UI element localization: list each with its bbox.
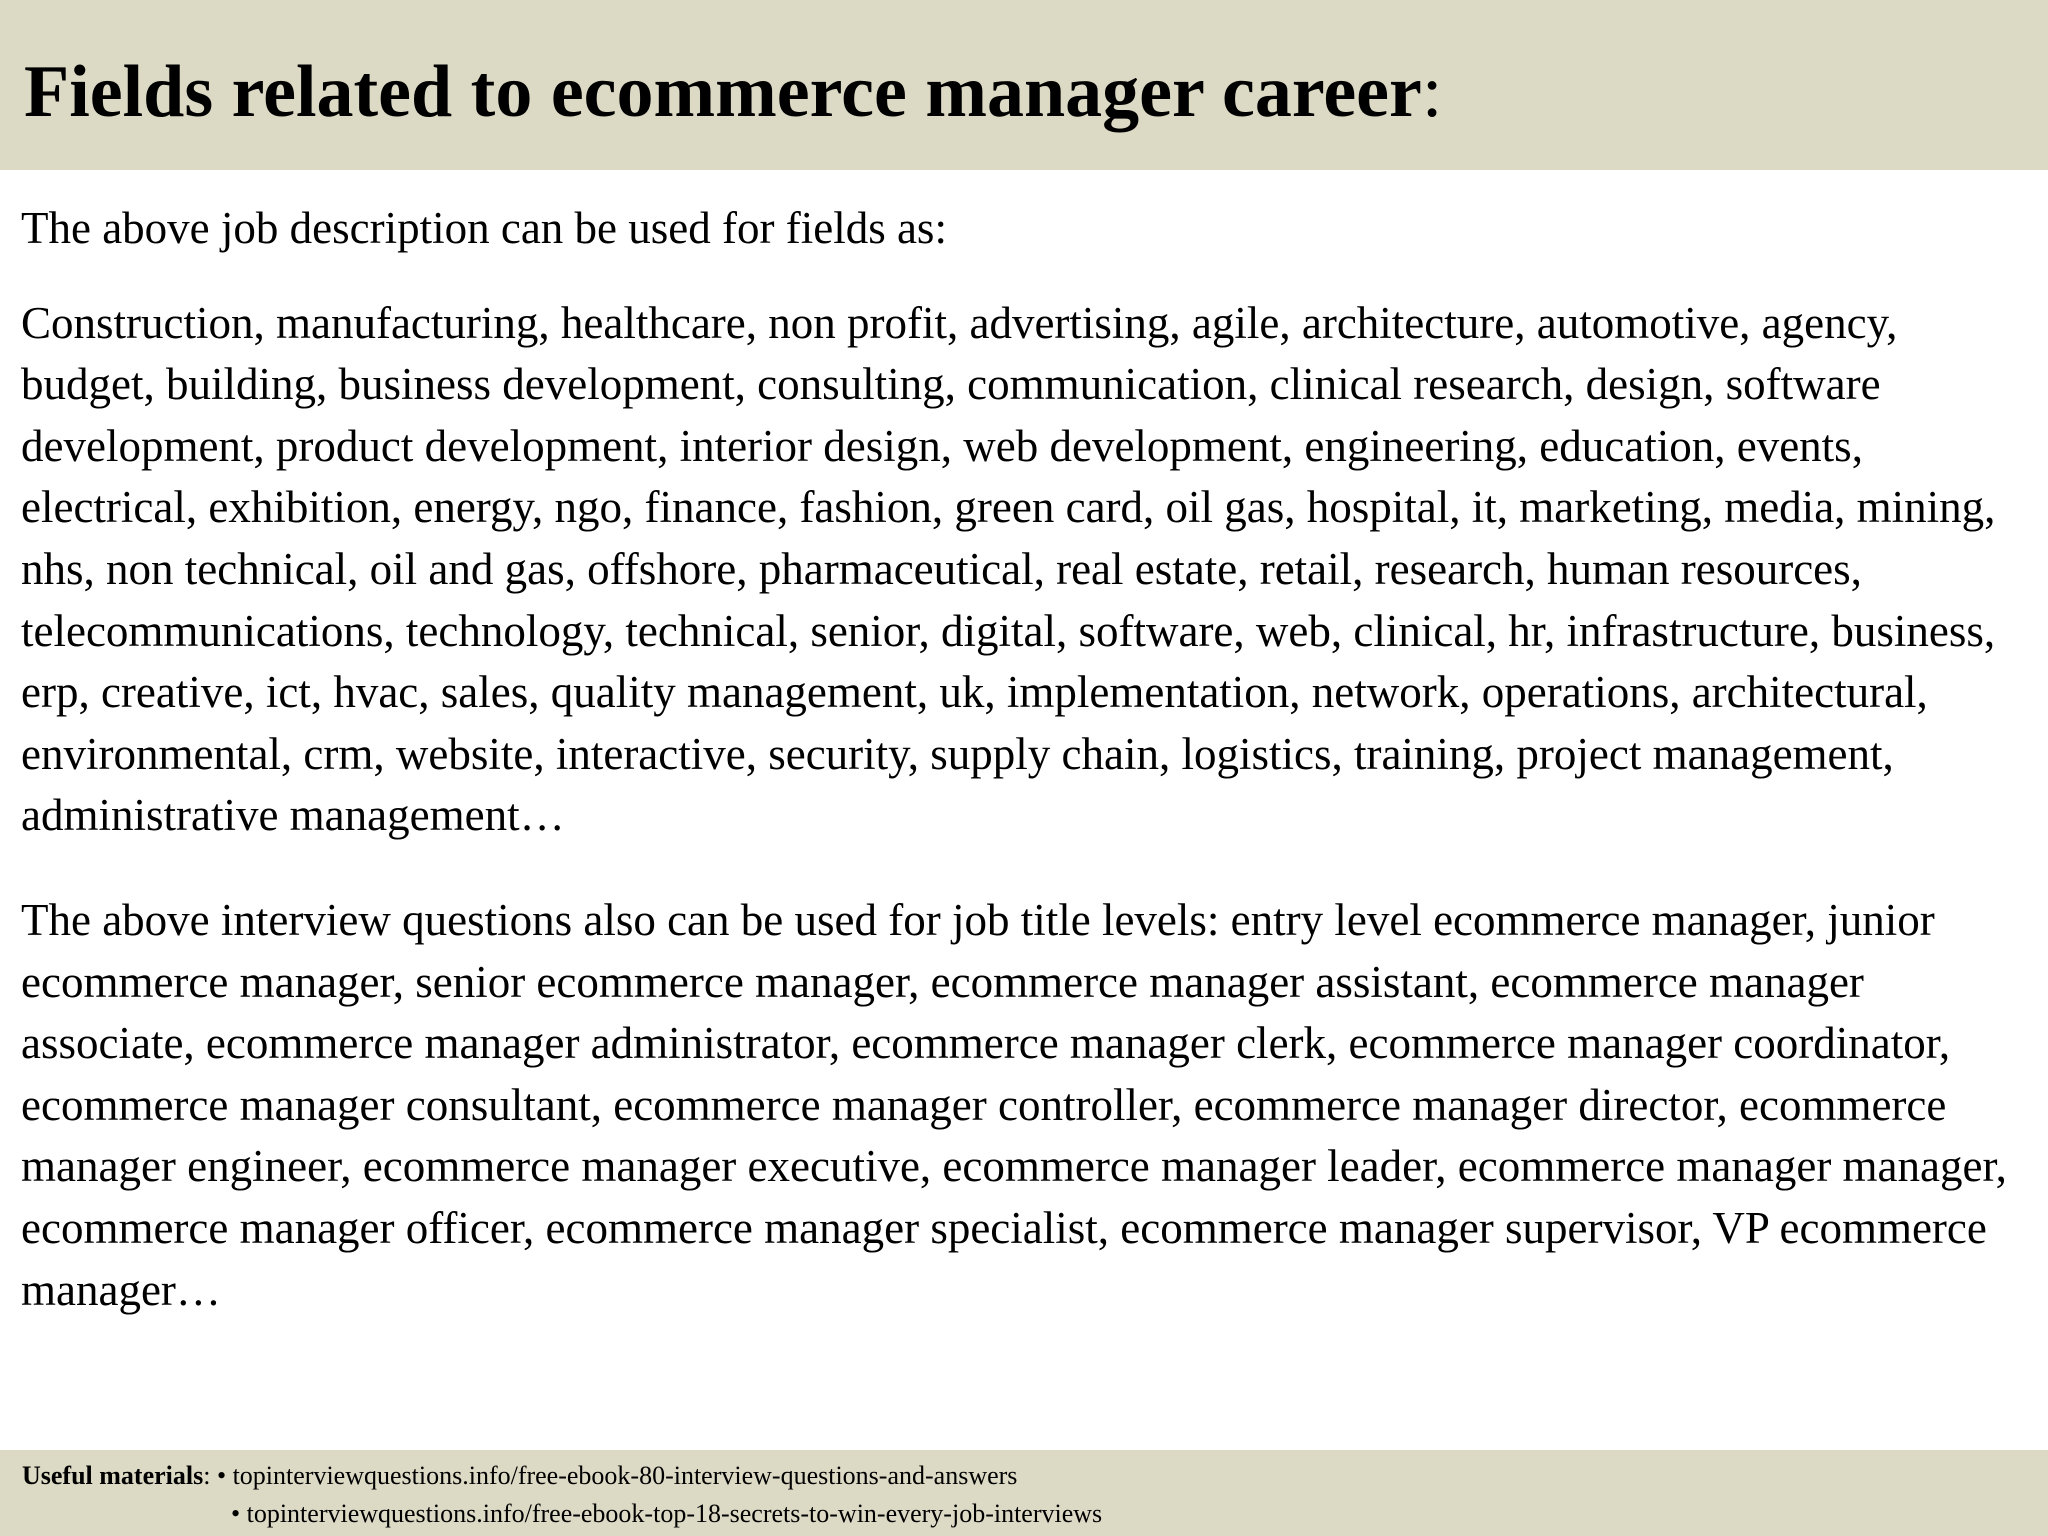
footer-link-1[interactable]: • topinterviewquestions.info/free-ebook-80-interview-questions-and-answers bbox=[216, 1461, 1018, 1490]
footer-link-2[interactable]: • topinterviewquestions.info/free-ebook-top-18-secrets-to-win-every-job-interviews bbox=[231, 1499, 1103, 1528]
fields-paragraph: Construction, manufacturing, healthcare, non profit, advertising, agile, architecture, automotive, agency, budget, building, business development, consulting, communication, clinical research, design, software development, product development, interior design, web development, engineering, education, events, electrical, exhibition, energy, ngo, finance, fashion, green card, oil gas, hospital, it, marketing, media, mining, nhs, non technical, oil and gas, offshore, pharmaceutical, real estate, retail, research, human resources, telecommunications, technology, technical, senior, digital, software, web, clinical, hr, infrastructure, business, erp, creative, ict, hvac, sales, quality management, uk, implementation, network, operations, architectural, environmental, crm, website, interactive, security, supply chain, logistics, training, project management, administrative management… bbox=[21, 297, 1996, 841]
job-levels-paragraph: The above interview questions also can be used for job title levels: entry level ecommerce manager, junior ecommerce manager, senior ecommerce manager, ecommerce manager assistant, ecommerce manager associate, ecommerce manager administrator, ecommerce manager clerk, ecommerce manager coordinator, ecommerce manager consultant, ecommerce manager controller, ecommerce manager director, ecommerce manager engineer, ecommerce manager executive, ecommerce manager leader, ecommerce manager manager, ecommerce manager officer, ecommerce manager specialist, ecommerce manager supervisor, VP ecommerce manager… bbox=[21, 894, 2007, 1315]
slide-title-text: Fields related to ecommerce manager career bbox=[24, 51, 1422, 133]
intro-paragraph: The above job description can be used for fields as: bbox=[21, 203, 947, 253]
slide-content bbox=[21, 198, 2036, 1321]
slide-title-colon: : bbox=[1421, 51, 1443, 133]
footer-bar bbox=[0, 1450, 2048, 1536]
footer-row-1 bbox=[22, 1457, 1017, 1495]
useful-materials-label: Useful materials bbox=[22, 1461, 204, 1490]
title-bar bbox=[0, 0, 2048, 170]
footer-row-2 bbox=[231, 1495, 1102, 1533]
slide-title bbox=[24, 42, 1442, 142]
useful-materials-separator: : bbox=[203, 1461, 217, 1490]
